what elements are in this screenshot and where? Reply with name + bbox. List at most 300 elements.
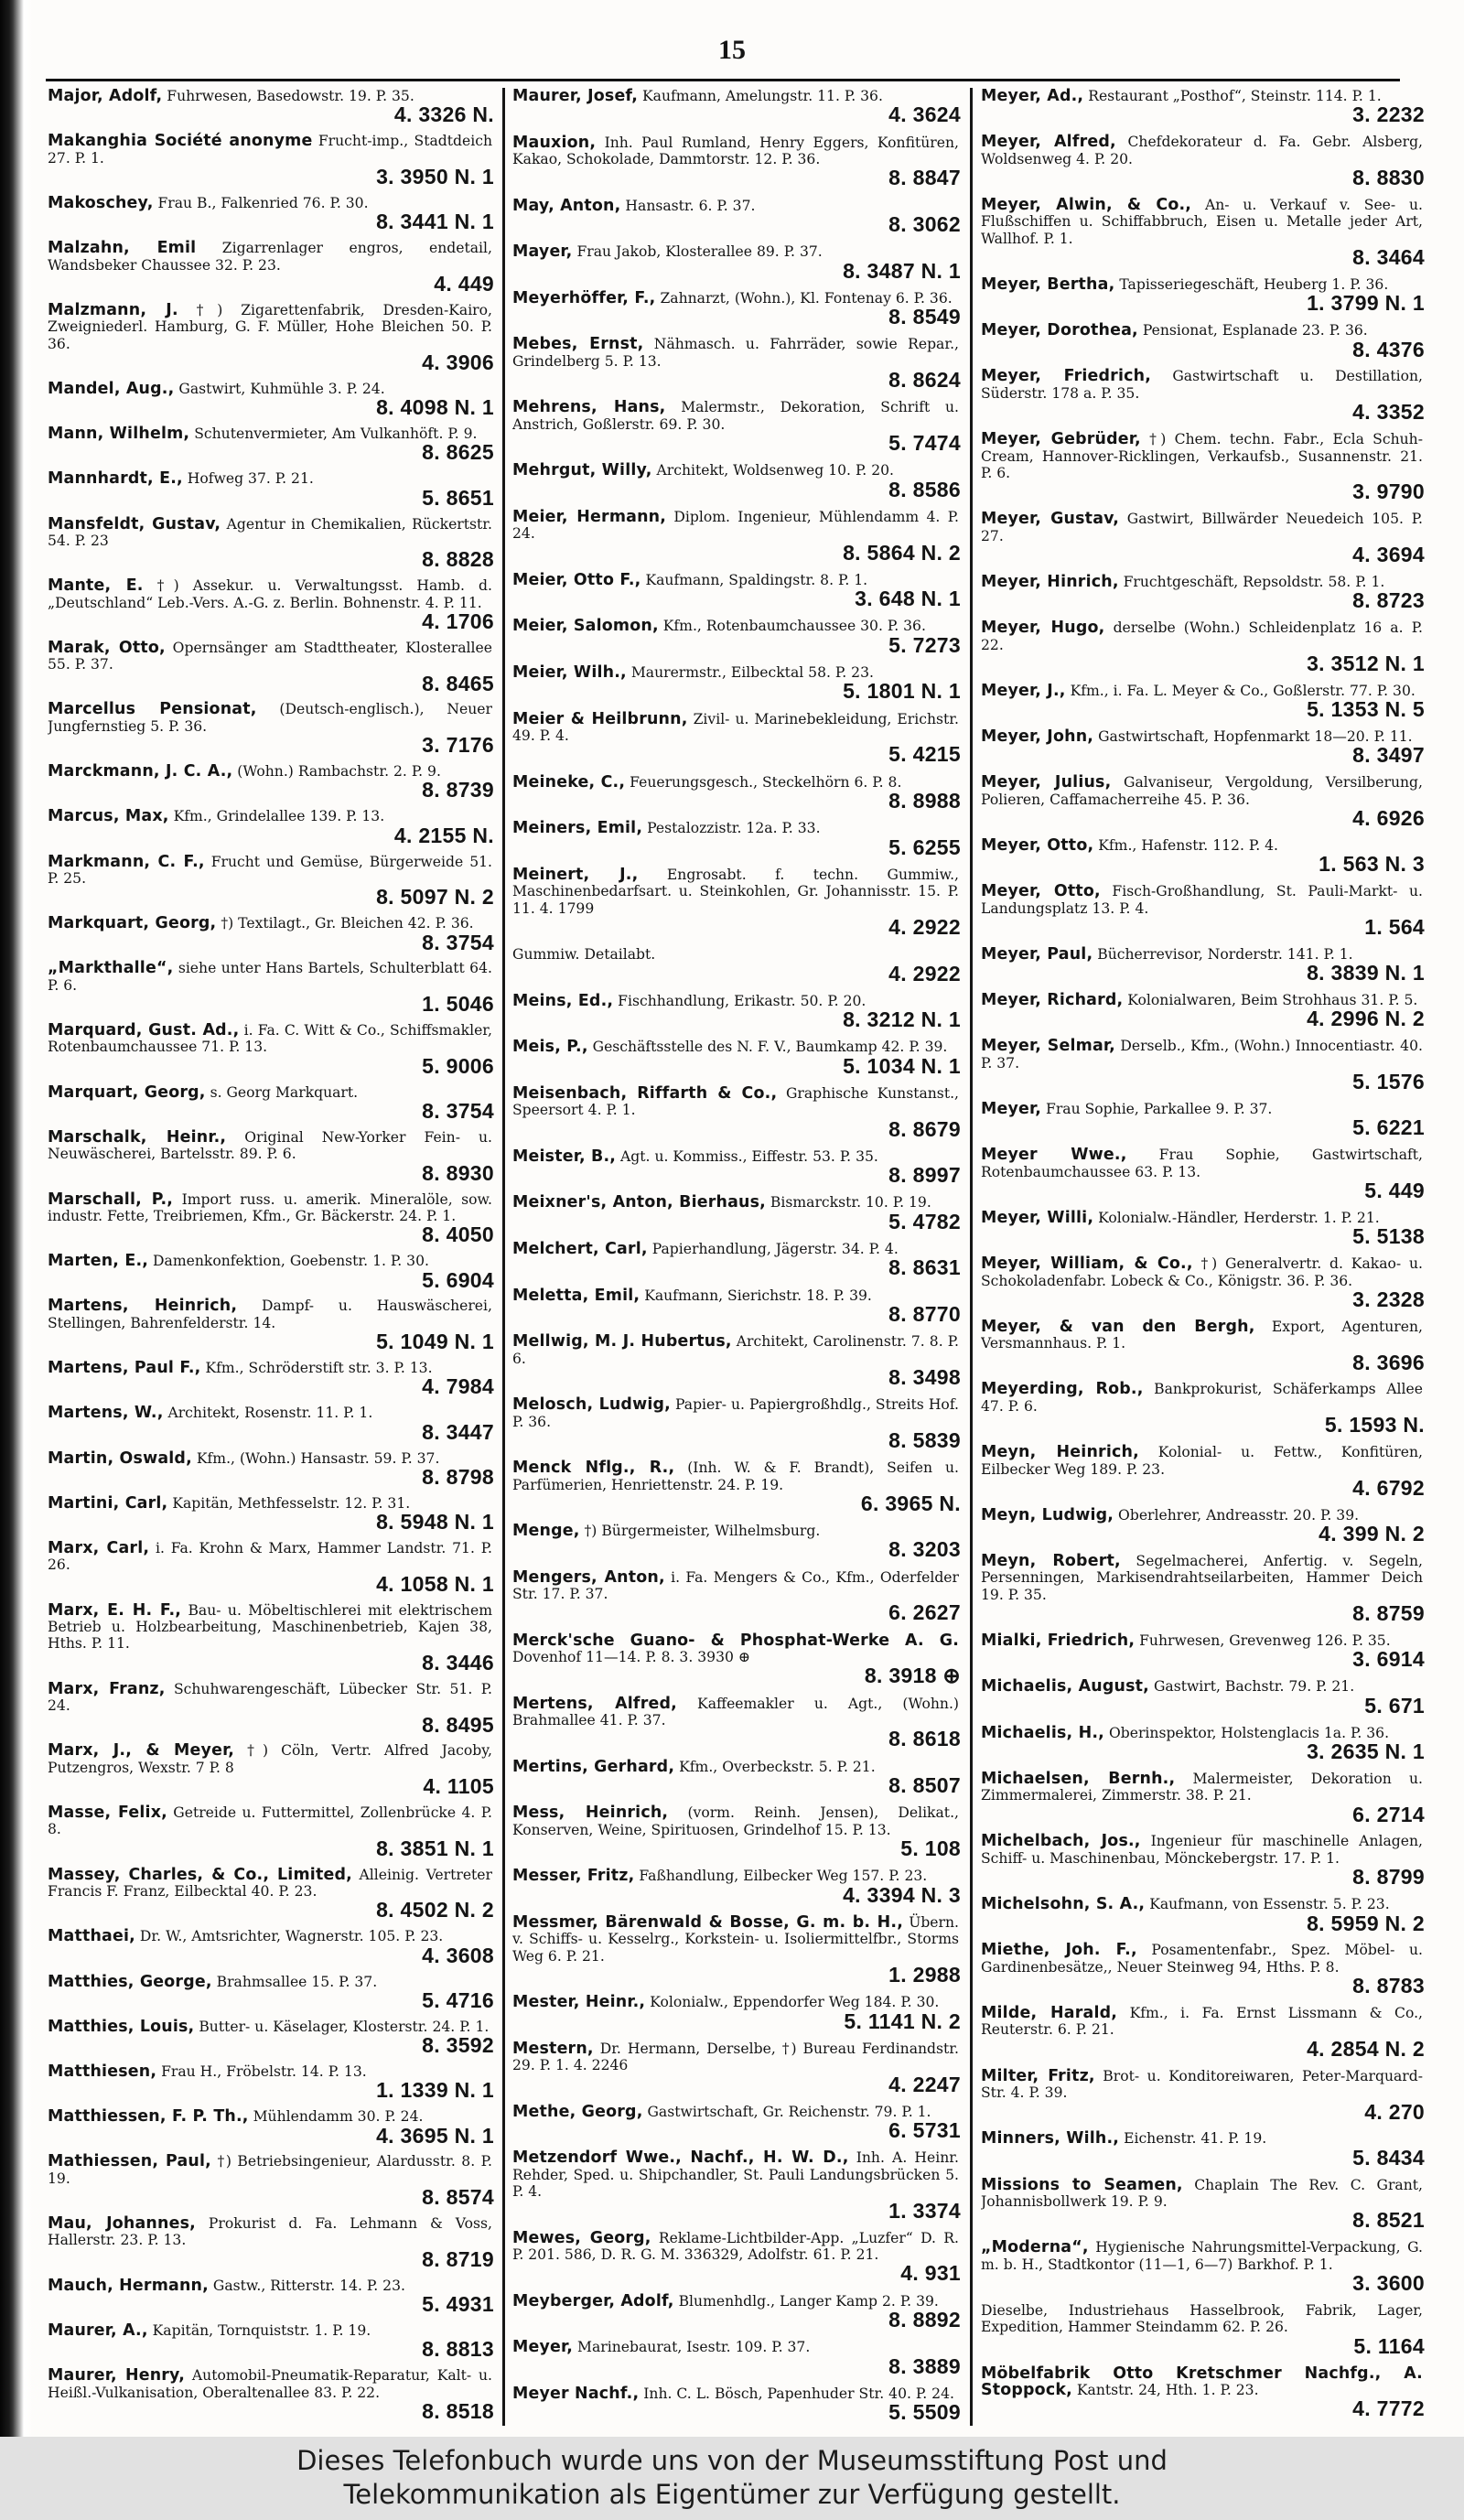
- entry-description: Derselb., Kfm., (Wohn.) Innocentiastr. 40. P. 37.: [981, 1038, 1423, 1072]
- entry-phone-number: 8. 5959 N. 2: [1307, 1911, 1425, 1935]
- entry-name: Meyerding, Rob.,: [981, 1380, 1144, 1399]
- entry-phone-number: 8. 8997: [888, 1163, 961, 1188]
- directory-entry: [981, 728, 1425, 766]
- entry-text: [512, 1994, 961, 2010]
- entry-name: Meyer,: [981, 1099, 1042, 1118]
- entry-text: [981, 883, 1425, 917]
- entry-name: Meyer, Julius,: [981, 773, 1112, 792]
- entry-name: Mewes, Georg,: [512, 2228, 651, 2247]
- directory-entry: [512, 2041, 961, 2095]
- entry-phone-number: 4. 270: [1364, 2099, 1425, 2124]
- entry-description: Bismarckstr. 10. P. 19.: [770, 1194, 931, 1212]
- entry-name: Malzmann, J.: [48, 300, 178, 319]
- entry-phone-number: 4. 399 N. 2: [1319, 1522, 1425, 1546]
- entry-phone-number: 8. 4050: [422, 1222, 494, 1247]
- entry-description: (vorm. Reinh. Jensen), Delikat., Konserven, Weine, Spirituosen, Grindelhof 15. P. 13.: [512, 1804, 959, 1838]
- entry-description: Mühlendamm 30. P. 24.: [253, 2108, 424, 2126]
- entry-name: Markquart, Georg,: [48, 914, 217, 933]
- entry-description: Galvaniseur, Vergoldung, Versilberung, Polieren, Caffamacherreihe 45. P. 36.: [981, 774, 1423, 808]
- entry-phone-number: 5. 6255: [888, 835, 961, 859]
- entry-text: [981, 1319, 1425, 1352]
- directory-entry: [48, 1602, 494, 1674]
- entry-text: [512, 2230, 961, 2264]
- entry-description: Kaffeemakler u. Agt., (Wohn.) Brahmallee 41. P. 37.: [512, 1695, 960, 1729]
- entry-description: Gastwirt, Bachstr. 79. P. 21.: [1153, 1678, 1355, 1696]
- entry-name: Mester, Heinr.,: [512, 1993, 646, 2012]
- entry-name: Meyerhöffer, F.,: [512, 288, 656, 307]
- entry-phone-number: 3. 7176: [422, 733, 494, 758]
- entry-name: Meineke, C.,: [512, 772, 626, 792]
- entry-phone-number: 5. 1049 N. 1: [376, 1330, 494, 1354]
- entry-phone-number: 3. 3950 N. 1: [376, 165, 494, 189]
- entry-description: Frau Sophie, Gastwirtschaft, Rotenbaumchaussee 63. P. 13.: [981, 1147, 1423, 1180]
- entry-description: Kfm., (Wohn.) Hansastr. 59. P. 37.: [196, 1449, 440, 1467]
- entry-name: Mertens, Alfred,: [512, 1694, 677, 1713]
- entry-name: Meixner's, Anton, Bierhaus,: [512, 1193, 766, 1212]
- directory-entry: [48, 88, 494, 125]
- entry-phone-number: 8. 4502 N. 2: [376, 1898, 494, 1922]
- entry-name: Marx, Carl,: [48, 1539, 150, 1558]
- entry-phone-number: 8. 8930: [422, 1160, 494, 1185]
- directory-entry: [512, 946, 961, 984]
- entry-phone-number: 5. 7474: [888, 431, 961, 456]
- directory-entry: [48, 381, 494, 418]
- entry-text: [981, 619, 1425, 653]
- directory-entry: [48, 640, 494, 695]
- entry-text: [48, 1681, 494, 1715]
- entry-name: Meyer, Dorothea,: [981, 321, 1138, 340]
- entry-name: Mathiessen, Paul,: [48, 2152, 211, 2171]
- entry-name: Minners, Wilh.,: [981, 2129, 1120, 2148]
- entry-phone-number: 4. 6792: [1352, 1475, 1425, 1500]
- entry-description: Schutenvermieter, Am Vulkanhöft. P. 9.: [194, 425, 478, 443]
- entry-name: Matthies, George,: [48, 1972, 212, 1991]
- entry-text: [48, 1540, 494, 1574]
- entry-text: [48, 577, 494, 611]
- entry-name: Menck Nflg., R.,: [512, 1459, 675, 1478]
- entry-name: Milde, Harald,: [981, 2004, 1118, 2023]
- entry-name: Meis, P.,: [512, 1038, 588, 1057]
- entry-description: Bankprokurist, Schäferkamps Allee 47. P. 6.: [981, 1381, 1423, 1415]
- entry-name: Meyer, Willi,: [981, 1208, 1094, 1227]
- entry-text: [48, 2215, 494, 2249]
- directory-entry: [981, 1942, 1425, 1997]
- entry-phone-number: 5. 1141 N. 2: [844, 2008, 961, 2033]
- directory-entry: [512, 1632, 961, 1687]
- entry-description: Malermeister, Dekoration u. Zimmermalerei, Zimmerstr. 38. P. 21.: [981, 1770, 1423, 1804]
- directory-entry: [981, 837, 1425, 875]
- entry-description: Pensionat, Esplanade 23. P. 36.: [1142, 322, 1368, 339]
- directory-entry: [48, 854, 494, 909]
- entry-description: Fuhrwesen, Grevenweg 126. P. 35.: [1139, 1632, 1391, 1650]
- directory-entry: [512, 1868, 961, 1905]
- directory-entry: [512, 1396, 961, 1451]
- entry-name: Michaelis, August,: [981, 1677, 1149, 1696]
- entry-description: Hygienische Nahrungsmittel-Verpackung, G. m. b. H., Stadtkontor (11—1, 6—7) Barkhof. P. 1.: [981, 2239, 1423, 2273]
- entry-name: Maurer, Henry,: [48, 2366, 186, 2385]
- entry-name: Meister, B.,: [512, 1147, 617, 1166]
- entry-phone-number: 8. 8618: [888, 1727, 961, 1751]
- entry-description: Oberinspektor, Holstenglacis 1a. P. 36.: [1108, 1724, 1390, 1741]
- entry-name: Metzendorf Wwe., Nachf., H. W. D.,: [512, 2148, 849, 2168]
- directory-entry: [512, 618, 961, 655]
- entry-description: Oberlehrer, Andreasstr. 20. P. 39.: [1118, 1506, 1360, 1524]
- entry-description: Kfm., Hafenstr. 112. P. 4.: [1098, 836, 1278, 854]
- entry-name: Meier, Wilh.,: [512, 662, 627, 682]
- entry-name: Meyer Wwe.,: [981, 1146, 1127, 1165]
- directory-entry: [512, 1914, 961, 1986]
- directory-entry: [48, 2278, 494, 2315]
- entry-description: Kolonialwaren, Beim Strohhaus 31. P. 5.: [1127, 992, 1418, 1009]
- directory-entry: [512, 243, 961, 281]
- directory-entry: [48, 1867, 494, 1922]
- entry-description: Dr. W., Amtsrichter, Wagnerstr. 105. P. 23.: [139, 1928, 444, 1945]
- entry-phone-number: 4. 3608: [422, 1943, 494, 1967]
- directory-entry: [512, 1696, 961, 1750]
- entry-description: Gastwirt, Kuhmühle 3. P. 24.: [178, 380, 385, 397]
- entry-phone-number: 5. 1353 N. 5: [1307, 697, 1425, 722]
- entry-phone-number: 3. 6914: [1352, 1647, 1425, 1672]
- entry-phone-number: 4. 449: [434, 271, 494, 296]
- directory-entry: [981, 2365, 1425, 2420]
- directory-entry: [981, 2068, 1425, 2123]
- entry-phone-number: 1. 2988: [888, 1962, 961, 1987]
- entry-phone-number: 4. 1058 N. 1: [376, 1571, 494, 1596]
- entry-name: Martini, Carl,: [48, 1493, 168, 1513]
- entry-name: Mante, E.: [48, 576, 144, 596]
- entry-description: Kapitän, Tornquiststr. 1. P. 19.: [152, 2321, 371, 2339]
- entry-name: Meletta, Emil,: [512, 1286, 640, 1305]
- directory-entry: [48, 701, 494, 756]
- directory-entry: [512, 867, 961, 938]
- entry-description: derselbe (Wohn.) Schleidenplatz 16 a. P. 22.: [981, 619, 1423, 653]
- directory-column-2: [512, 88, 961, 2430]
- entry-name: Marx, Franz,: [48, 1679, 166, 1698]
- directory-entry: [981, 322, 1425, 360]
- directory-entry: [981, 1678, 1425, 1716]
- entry-name: Mess, Heinrich,: [512, 1804, 669, 1823]
- entry-description: Architekt, Rosenstr. 11. P. 1.: [167, 1405, 373, 1422]
- entry-phone-number: 5. 5509: [888, 2400, 961, 2425]
- directory-entry: [981, 1381, 1425, 1436]
- entry-name: Meins, Ed.,: [512, 991, 614, 1010]
- entry-phone-number: 5. 4782: [888, 1209, 961, 1233]
- entry-description: †) Generalvertr. d. Kakao- u. Schokoladenfabr. Lobeck & Co., Königstr. 36. P. 36.: [981, 1255, 1423, 1289]
- entry-name: Martens, Paul F.,: [48, 1359, 201, 1378]
- entry-name: Messer, Fritz,: [512, 1867, 635, 1886]
- directory-entry: [512, 290, 961, 328]
- entry-description: †) Betriebsingenieur, Alardusstr. 8. P. 19.: [48, 2153, 492, 2187]
- entry-name: Matthiessen, F. P. Th.,: [48, 2107, 249, 2127]
- entry-name: Mebes, Ernst,: [512, 335, 644, 354]
- entry-name: Meinert, J.,: [512, 865, 639, 884]
- entry-phone-number: 8. 8586: [888, 477, 961, 501]
- entry-phone-number: 8. 8625: [422, 440, 494, 465]
- entry-text: [512, 2149, 961, 2200]
- entry-text: [512, 1632, 961, 1666]
- entry-name: Michelsohn, S. A.,: [981, 1895, 1146, 1914]
- entry-phone-number: 8. 8574: [422, 2185, 494, 2210]
- entry-name: Miethe, Joh. F.,: [981, 1941, 1137, 1960]
- directory-entry: [981, 2302, 1425, 2357]
- entry-phone-number: 4. 3624: [888, 102, 961, 127]
- entry-description: Chaplain The Rev. C. Grant, Johannisbollwerk 19. P. 9.: [981, 2176, 1423, 2210]
- footer-notice: [0, 2437, 1464, 2520]
- entry-description: †) Cöln, Vertr. Alfred Jacoby, Putzengros, Wexstr. 7 P. 8: [48, 1742, 492, 1776]
- directory-entry: [48, 915, 494, 953]
- directory-entry: [981, 883, 1425, 938]
- entry-phone-number: 8. 3441 N. 1: [376, 210, 494, 234]
- entry-description: Gastwirtschaft, Gr. Reichenstr. 79. P. 1.: [647, 2103, 931, 2120]
- entry-description: Kaufmann, von Essenstr. 5. P. 23.: [1149, 1896, 1390, 1913]
- entry-text: [981, 1896, 1425, 1912]
- entry-phone-number: 4. 2922: [888, 914, 961, 939]
- entry-phone-number: 8. 5097 N. 2: [376, 885, 494, 910]
- directory-entry: [981, 774, 1425, 829]
- entry-description: Inh. Paul Rumland, Henry Eggers, Konfitüren, Kakao, Schokolade, Dammtorstr. 12. P. 36.: [512, 134, 959, 167]
- entry-text: [512, 1396, 961, 1430]
- entry-text: [981, 2177, 1425, 2211]
- entry-name: Marcus, Max,: [48, 807, 169, 826]
- entry-text: [512, 1569, 961, 1603]
- directory-entry: [48, 1253, 494, 1290]
- entry-name: Marx, E. H. F.,: [48, 1600, 182, 1620]
- entry-name: Meyer, Ad.,: [981, 88, 1084, 105]
- entry-phone-number: 8. 8521: [1352, 2208, 1425, 2233]
- entry-phone-number: 1. 5046: [422, 992, 494, 1017]
- entry-phone-number: 6. 2627: [888, 1600, 961, 1625]
- page-number: 15: [718, 35, 746, 65]
- entry-name: „Markthalle“,: [48, 959, 174, 978]
- entry-phone-number: 8. 8799: [1352, 1865, 1425, 1890]
- directory-entry: [512, 1148, 961, 1186]
- entry-text: [48, 1742, 494, 1776]
- entry-text: [981, 134, 1425, 167]
- entry-name: Makoschey,: [48, 193, 154, 212]
- entry-description: Brahmsallee 15. P. 37.: [216, 1973, 378, 1990]
- entry-phone-number: 4. 3694: [1352, 543, 1425, 566]
- entry-description: Eichenstr. 41. P. 19.: [1124, 2130, 1267, 2148]
- directory-entry: [48, 133, 494, 188]
- entry-name: Meyer, Gustav,: [981, 510, 1120, 529]
- entry-name: Marten, E.,: [48, 1252, 149, 1271]
- entry-text: [981, 2365, 1425, 2399]
- entry-description: Gastwirtschaft, Hopfenmarkt 18—20. P. 11.: [1098, 728, 1413, 745]
- entry-name: Melchert, Carl,: [512, 1239, 648, 1258]
- entry-text: [48, 240, 494, 274]
- entry-phone-number: 5. 108: [900, 1836, 961, 1860]
- entry-phone-number: 8. 3498: [888, 1364, 961, 1389]
- directory-entry: [981, 1101, 1425, 1138]
- entry-name: Malzahn, Emil: [48, 239, 197, 258]
- directory-entry: [981, 1210, 1425, 1247]
- directory-columns: [48, 88, 1425, 2430]
- entry-name: Merck'sche Guano- & Phosphat-Werke A. G.: [512, 1631, 959, 1650]
- entry-name: Meyer, & van den Bergh,: [981, 1317, 1255, 1336]
- entry-name: Meier, Hermann,: [512, 507, 667, 526]
- entry-text: [48, 1928, 494, 1944]
- entry-text: [981, 368, 1425, 402]
- entry-phone-number: 5. 1801 N. 1: [843, 679, 961, 704]
- entry-name: Marak, Otto,: [48, 638, 166, 657]
- entry-phone-number: 4. 7984: [422, 1374, 494, 1399]
- entry-text: [48, 1804, 494, 1838]
- entry-phone-number: 4. 6926: [1352, 806, 1425, 831]
- entry-name: Mau, Johannes,: [48, 2214, 196, 2234]
- entry-text: [981, 2239, 1425, 2273]
- directory-entry: [981, 1147, 1425, 1201]
- entry-phone-number: 8. 4098 N. 1: [376, 395, 494, 420]
- entry-phone-number: 8. 5948 N. 1: [376, 1510, 494, 1535]
- entry-description: Tapisseriegeschäft, Heuberg 1. P. 36.: [1119, 275, 1389, 293]
- directory-entry: [48, 195, 494, 232]
- entry-description: Kolonialw.-Händler, Herderstr. 1. P. 21.: [1098, 1209, 1380, 1226]
- entry-name: Meyer, John,: [981, 727, 1094, 746]
- entry-text: [48, 1602, 494, 1653]
- entry-description: (Inh. W. & F. Brandt), Seifen u. Parfümerien, Henriettenstr. 24. P. 19.: [512, 1459, 959, 1493]
- entry-description: Blumenhdlg., Langer Kamp 2. P. 39.: [678, 2292, 939, 2310]
- entry-description: Feuerungsgesch., Steckelhörn 6. P. 8.: [630, 773, 902, 791]
- entry-name: Marquart, Georg,: [48, 1082, 206, 1102]
- entry-description: Frucht-imp., Stadtdeich 27. P. 1.: [48, 133, 492, 167]
- entry-description: Kfm., Schröderstift str. 3. P. 13.: [205, 1360, 433, 1377]
- entry-phone-number: 8. 8739: [422, 778, 494, 802]
- entry-description: Architekt, Woldsenweg 10. P. 20.: [656, 462, 895, 479]
- entry-description: Bau- u. Möbeltischlerei mit elektrischem Betrieb u. Holzbearbeitung, Maschinenbetrieb, Kajen 38, Hths. P. 11.: [48, 1601, 492, 1653]
- entry-phone-number: 4. 1105: [423, 1774, 494, 1799]
- entry-name: Michaelsen, Bernh.,: [981, 1769, 1176, 1788]
- entry-text: [48, 1867, 494, 1901]
- directory-entry: [48, 1928, 494, 1965]
- entry-phone-number: 5. 671: [1364, 1693, 1425, 1718]
- entry-name: Martens, Heinrich,: [48, 1297, 238, 1316]
- entry-text: [981, 1038, 1425, 1072]
- entry-description: Restaurant „Posthof“, Steinstr. 114. P. 1.: [1088, 88, 1382, 104]
- entry-phone-number: 8. 8679: [888, 1116, 961, 1141]
- entry-phone-number: 4. 7772: [1352, 2396, 1425, 2421]
- entry-text: [48, 2108, 494, 2125]
- entry-description: †) Bürgermeister, Wilhelmsburg.: [584, 1523, 821, 1540]
- entry-description: Fruchtgeschäft, Repsoldstr. 58. P. 1.: [1123, 573, 1385, 590]
- entry-description: siehe unter Hans Bartels, Schulterblatt 64. P. 6.: [48, 960, 492, 994]
- entry-phone-number: 8. 8813: [422, 2337, 494, 2362]
- directory-entry: [512, 1759, 961, 1796]
- entry-name: Meyberger, Adolf,: [512, 2291, 674, 2310]
- entry-phone-number: 8. 3696: [1352, 1350, 1425, 1374]
- entry-phone-number: 8. 8518: [422, 2399, 494, 2423]
- entry-text: [981, 1147, 1425, 1180]
- entry-name: Maurer, Josef,: [512, 88, 639, 105]
- directory-entry: [512, 1569, 961, 1624]
- entry-description: Marinebaurat, Isestr. 109. P. 37.: [577, 2339, 811, 2356]
- entry-description: Kolonial- u. Fettw., Konfitüren, Eilbecker Weg 189. P. 23.: [981, 1444, 1423, 1478]
- entry-phone-number: 8. 3592: [422, 2033, 494, 2058]
- entry-name: Mestern,: [512, 2039, 594, 2058]
- entry-text: [512, 1333, 961, 1367]
- directory-entry: [512, 993, 961, 1030]
- entry-name: Menge,: [512, 1522, 580, 1541]
- directory-entry: [981, 1553, 1425, 1624]
- entry-description: Diplom. Ingenieur, Mühlendamm 4. P. 24.: [512, 508, 959, 543]
- directory-entry: [48, 1742, 494, 1797]
- entry-text: [512, 1804, 961, 1838]
- directory-entry: [981, 197, 1425, 268]
- entry-phone-number: 8. 3203: [888, 1537, 961, 1562]
- entry-description: Fuhrwesen, Basedowstr. 19. P. 35.: [167, 88, 414, 104]
- entry-name: Meyn, Heinrich,: [981, 1443, 1139, 1462]
- entry-description: Ingenieur für maschinelle Anlagen, Schiff- u. Maschinenbau, Mönckebergstr. 17. P. 1.: [981, 1833, 1423, 1867]
- directory-entry: [981, 1771, 1425, 1825]
- entry-phone-number: 8. 3754: [422, 1099, 494, 1124]
- entry-name: Martin, Oswald,: [48, 1448, 192, 1468]
- entry-description: Dr. Hermann, Derselbe, †) Bureau Ferdinandstr. 29. P. 1. 4. 2246: [512, 2040, 959, 2074]
- directory-entry: [512, 1194, 961, 1232]
- entry-description: i. Fa. Krohn & Marx, Hammer Landstr. 71. P. 26.: [48, 1540, 492, 1574]
- entry-description: Architekt, Carolinenstr. 7. 8. P. 6.: [512, 1333, 959, 1367]
- entry-phone-number: 3. 3512 N. 1: [1307, 651, 1425, 675]
- entry-text: [512, 243, 961, 260]
- entry-text: [48, 808, 494, 824]
- directory-entry: [981, 368, 1425, 423]
- entry-phone-number: 8. 5839: [888, 1427, 961, 1452]
- entry-text: [48, 960, 494, 994]
- entry-phone-number: 5. 1593 N.: [1324, 1413, 1425, 1438]
- directory-entry: [981, 1255, 1425, 1310]
- entry-description: Import russ. u. amerik. Mineralöle, sow. industr. Fette, Treibriemen, Kfm., Gr. Bäckerstr. 24. P. 1.: [48, 1190, 492, 1224]
- entry-description: Frucht und Gemüse, Bürgerweide 51. P. 25.: [48, 853, 492, 887]
- entry-phone-number: 8. 3446: [422, 1650, 494, 1675]
- entry-phone-number: 5. 449: [1364, 1179, 1425, 1203]
- entry-description: Dieselbe, Industriehaus Hasselbrook, Fabrik, Lager, Expedition, Hammer Steindamm 62. P. 26.: [981, 2301, 1423, 2336]
- entry-text: [981, 1381, 1425, 1415]
- entry-description: Schuhwarengeschäft, Lübecker Str. 51. P. 24.: [48, 1680, 493, 1715]
- entry-name: Major, Adolf,: [48, 88, 163, 105]
- entry-description: Kantstr. 24, Hth. 1. P. 23.: [1076, 2381, 1259, 2398]
- entry-name: Marcellus Pensionat,: [48, 700, 257, 719]
- entry-text: [512, 1459, 961, 1493]
- directory-entry: [512, 462, 961, 500]
- directory-entry: [48, 1974, 494, 2011]
- entry-name: Meyer, Alfred,: [981, 133, 1116, 152]
- entry-description: Frau Sophie, Parkallee 9. P. 37.: [1046, 1100, 1273, 1117]
- entry-phone-number: 8. 3918 ⊕: [864, 1664, 961, 1688]
- directory-entry: [981, 619, 1425, 674]
- entry-phone-number: 3. 3600: [1352, 2271, 1425, 2296]
- directory-entry: [981, 992, 1425, 1029]
- entry-description: Hofweg 37. P. 21.: [187, 470, 314, 488]
- directory-entry: [48, 1360, 494, 1397]
- entry-phone-number: 8. 8719: [422, 2246, 494, 2271]
- entry-phone-number: 5. 6904: [422, 1267, 494, 1292]
- entry-name: Mauxion,: [512, 133, 597, 152]
- entry-description: Bücherrevisor, Norderstr. 141. P. 1.: [1097, 945, 1353, 963]
- entry-phone-number: 8. 8465: [422, 671, 494, 695]
- entry-phone-number: 4. 3394 N. 3: [843, 1882, 961, 1907]
- directory-entry: [981, 1632, 1425, 1670]
- directory-entry: [981, 574, 1425, 611]
- entry-phone-number: 8. 3851 N. 1: [376, 1836, 494, 1860]
- entry-text: [981, 2302, 1425, 2336]
- entry-description: Kfm., i. Fa. Ernst Lissmann & Co., Reuterstr. 6. P. 21.: [981, 2005, 1423, 2039]
- directory-entry: [48, 2063, 494, 2101]
- entry-text: [981, 1942, 1425, 1976]
- entry-text: [512, 867, 961, 917]
- entry-text: [48, 2153, 494, 2187]
- directory-entry: [981, 1319, 1425, 1373]
- entry-phone-number: 1. 3374: [888, 2198, 961, 2223]
- directory-entry: [981, 1444, 1425, 1499]
- entry-description: Geschäftsstelle des N. F. V., Baumkamp 42. P. 39.: [592, 1039, 948, 1056]
